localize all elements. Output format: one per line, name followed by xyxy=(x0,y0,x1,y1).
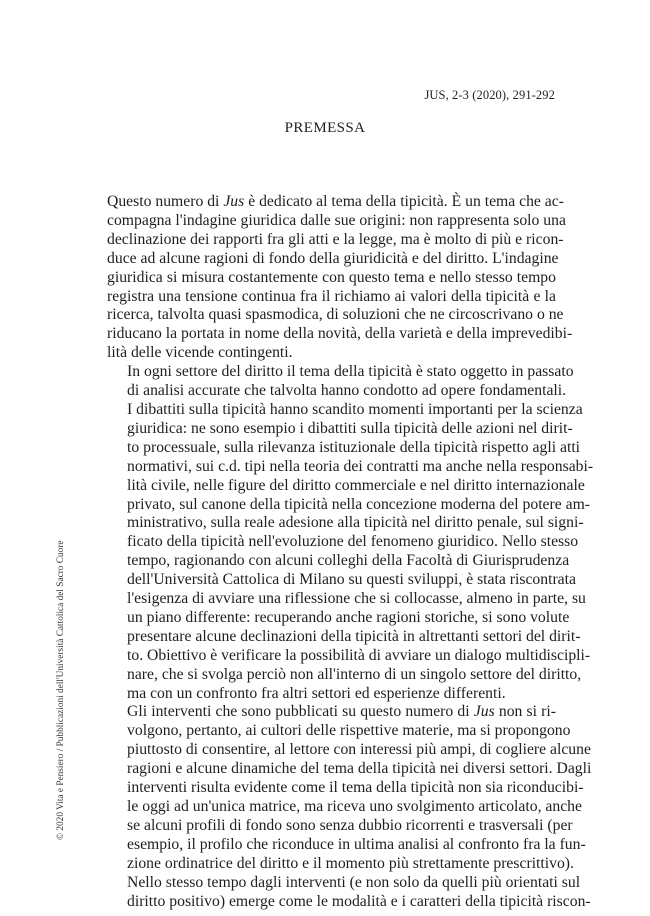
text-line: registra una tensione continua fra il richiamo ai valori della tipicità e la xyxy=(107,287,556,305)
running-head: JUS, 2-3 (2020), 291-292 xyxy=(424,88,555,102)
text-line: lità civile, nelle figure del diritto commerciale e nel diritto internazionale xyxy=(127,476,585,494)
text-line: ricerca, talvolta quasi spasmodica, di soluzioni che ne circoscrivano o ne xyxy=(107,306,564,324)
text-line: declinazione dei rapporti fra gli atti e la legge, ma è molto di più e ricon- xyxy=(107,230,564,248)
text-line: di analisi accurate che talvolta hanno condotto ad opere fondamentali. xyxy=(127,382,567,400)
text-line: lità delle vicende contingenti. xyxy=(107,344,293,362)
text-line: le oggi ad un'unica matrice, ma riceva uno svolgimento articolato, anche xyxy=(127,798,582,815)
text-line: esempio, il profilo che riconduce in ultima analisi al confronto fra la fun- xyxy=(127,835,586,853)
text-line: I dibattiti sulla tipicità hanno scandito momenti importanti per la scienza xyxy=(127,400,583,418)
text-line: ministrativo, sulla reale adesione alla tipicità nel diritto penale, sul signi- xyxy=(127,514,584,532)
text-line: ma con un confronto fra altri settori ed esperienze differenti. xyxy=(127,684,506,702)
text-line: dell'Università Cattolica di Milano su questi sviluppi, è stata riscontrata xyxy=(127,571,576,589)
text-line: piuttosto di consentire, al lettore con interessi più ampi, di cogliere alcune xyxy=(127,741,591,759)
text-line: Nello stesso tempo dagli interventi (e non solo da quelli più orientati sul xyxy=(127,873,581,891)
text-line: ragioni e alcune dinamiche del tema della tipicità nei diversi settori. Dagli xyxy=(127,760,592,778)
text-line: ficato della tipicità nell'evoluzione del fenomeno giuridico. Nello stesso xyxy=(127,533,579,551)
text-line: un piano differente: recuperando anche ragioni storiche, si sono volute xyxy=(127,608,570,626)
text-line: to processuale, sulla rilevanza istituzionale della tipicità rispetto agli atti xyxy=(127,438,581,456)
page-title: PREMESSA xyxy=(284,120,366,136)
text-line: volgono, pertanto, ai cultori delle rispettive materie, ma si propongono xyxy=(127,722,571,740)
text-line: tempo, ragionando con alcuni colleghi della Facoltà di Giurisprudenza xyxy=(127,552,570,570)
text-line: In ogni settore del diritto il tema della tipicità è stato oggetto in passato xyxy=(127,363,574,381)
paragraph xyxy=(107,363,594,703)
text-line: presentare alcune declinazioni della tipicità in altrettanti settori del dirit- xyxy=(127,627,581,645)
text-line: zione ordinatrice del diritto e il momento più strettamente prescrittivo). xyxy=(127,854,574,872)
text-line: Questo numero di Jus è dedicato al tema della tipicità. È un tema che ac- xyxy=(107,193,564,210)
text-line: giuridica si misura costantemente con questo tema e nello stesso tempo xyxy=(107,268,556,286)
paragraph xyxy=(107,703,592,911)
text-line: privato, sul canone della tipicità nella concezione moderna del potere am- xyxy=(127,495,591,513)
text-line: Gli interventi che sono pubblicati su questo numero di Jus non si ri- xyxy=(127,703,556,721)
copyright-notice: © 2020 Vita e Pensiero / Pubblicazioni dell'Università Cattolica del Sacro Cuore xyxy=(56,540,66,840)
paragraph xyxy=(107,193,573,363)
text-line: duce ad alcune ragioni di fondo della giuridicità e del diritto. L'indagine xyxy=(107,249,559,267)
text-line: normativi, sui c.d. tipi nella teoria dei contratti ma anche nella responsabi- xyxy=(127,457,594,475)
text-line: to. Obiettivo è verificare la possibilità di avviare un dialogo multidiscipli- xyxy=(127,646,591,664)
text-line: riducano la portata in nome della novità, della varietà e della imprevedibi- xyxy=(107,325,573,343)
text-line: nare, che si svolga perciò non all'interno di un singolo settore del diritto, xyxy=(127,665,582,683)
text-line: se alcuni profili di fondo sono senza dubbio ricorrenti e trasversali (per xyxy=(127,816,573,834)
body-text xyxy=(107,193,594,911)
text-line: l'esigenza di avviare una riflessione che si collocasse, almeno in parte, su xyxy=(127,590,586,608)
text-line: giuridica: ne sono esempio i dibattiti sulla tipicità delle azioni nel dirit- xyxy=(127,419,573,437)
text-line: diritto positivo) emerge come le modalità e i caratteri della tipicità riscon- xyxy=(127,892,591,910)
text-line: interventi risulta evidente come il tema della tipicità non sia riconducibi- xyxy=(127,779,584,797)
text-line: compagna l'indagine giuridica dalle sue origini: non rappresenta solo una xyxy=(107,211,566,229)
